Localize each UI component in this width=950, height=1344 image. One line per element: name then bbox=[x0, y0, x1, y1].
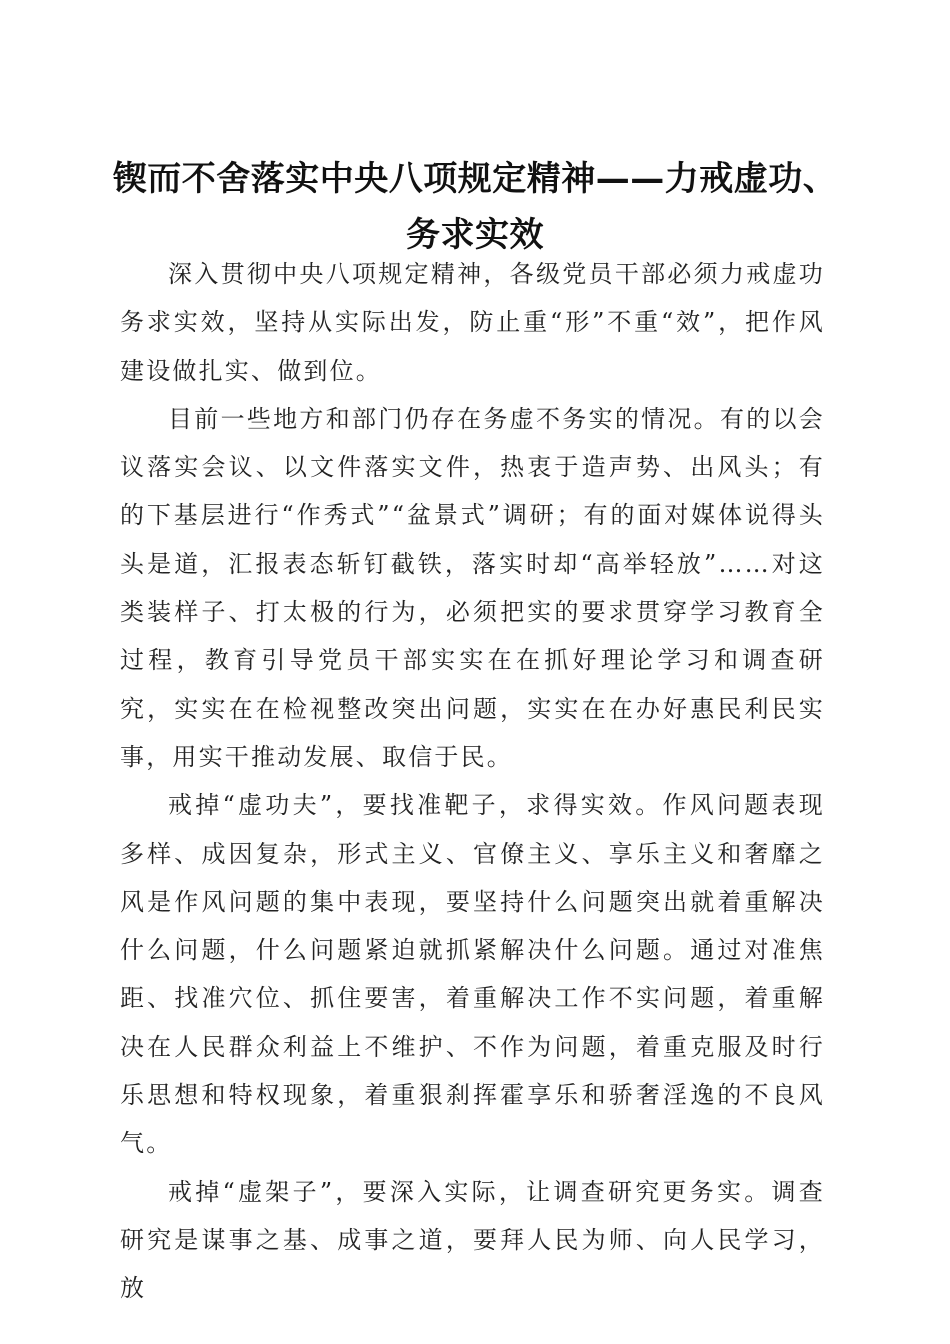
document-body bbox=[120, 250, 825, 1313]
paragraph-2: 目前一些地方和部门仍存在务虚不务实的情况。有的以会议落实会议、以文件落实文件，热衷于造声势、出风头；有的下基层进行“作秀式”“盆景式”调研；有的面对媒体说得头头是道，汇报表态斩钉截铁，落实时却“高举轻放”……对这类装样子、打太极的行为，必须把实的要求贯穿学习教育全过程，教育引导党员干部实实在在抓好理论学习和调查研究，实实在在检视整改突出问题，实实在在办好惠民利民实事，用实干推动发展、取信于民。 bbox=[120, 404, 825, 771]
paragraph-1: 深入贯彻中央八项规定精神，各级党员干部必须力戒虚功务求实效，坚持从实际出发，防止重“形”不重“效”，把作风建设做扎实、做到位。 bbox=[120, 260, 825, 385]
paragraph-3: 戒掉“虚功夫”，要找准靶子，求得实效。作风问题表现多样、成因复杂，形式主义、官僚主义、享乐主义和奢靡之风是作风问题的集中表现，要坚持什么问题突出就着重解决什么问题，什么问题紧迫就抓紧解决什么问题。通过对准焦距、找准穴位、抓住要害，着重解决工作不实问题，着重解决在人民群众利益上不维护、不作为问题，着重克服及时行乐思想和特权现象，着重狠刹挥霍享乐和骄奢淫逸的不良风气。 bbox=[120, 791, 825, 1158]
document-title: 锲而不舍落实中央八项规定精神——力戒虚功、务求实效 bbox=[112, 158, 838, 255]
paragraph-4: 戒掉“虚架子”，要深入实际，让调查研究更务实。调查研究是谋事之基、成事之道，要拜人民为师、向人民学习，放 bbox=[120, 1177, 825, 1303]
